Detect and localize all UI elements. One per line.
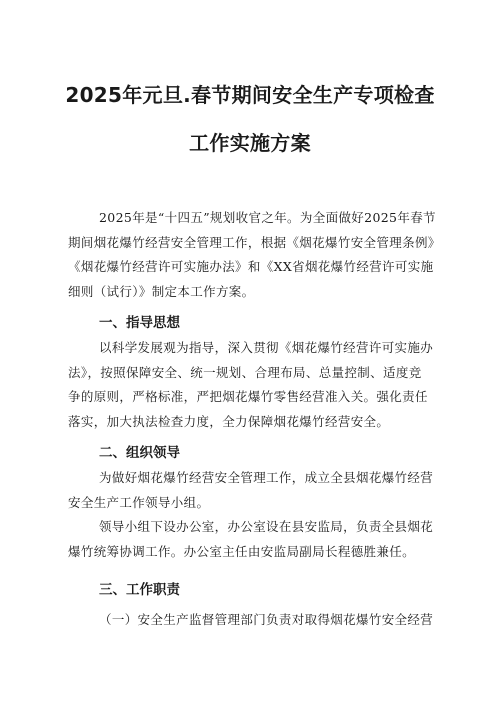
intro-paragraph	[68, 206, 440, 304]
organization-paragraph-1	[68, 466, 440, 515]
intro-line: 期间烟花爆竹经营安全管理工作，根据《烟花爆竹安全管理条例》	[68, 234, 441, 250]
paragraph-line: 领导小组下设办公室，办公室设在县安监局，负责全县烟花	[99, 519, 434, 534]
paragraph-line: （一）安全生产监督管理部门负责对取得烟花爆竹安全经营	[99, 612, 434, 627]
intro-line: 细则（试行）》制定本工作方案。	[68, 283, 255, 299]
section-heading-organization: 二、组织领导	[99, 445, 180, 461]
organization-paragraph-2	[68, 515, 440, 564]
intro-line: 《烟花爆竹经营许可实施办法》和《XX省烟花爆竹经营许可实施	[68, 259, 434, 274]
responsibilities-paragraph	[68, 608, 440, 633]
paragraph-line: 为做好烟花爆竹经营安全管理工作，成立全县烟花爆竹经营	[99, 470, 434, 485]
document-title-line-1: 2025年元旦.春节期间安全生产专项检查	[65, 83, 435, 107]
paragraph-line: 以科学发展观为指导，深入贯彻《烟花爆竹经营许可实施办	[99, 340, 434, 355]
paragraph-line: 落实，加大执法检查力度，全力保障烟花爆竹经营安全。	[68, 413, 390, 429]
paragraph-line: 安全生产工作领导小组。	[68, 494, 210, 510]
guiding-ideology-paragraph	[68, 336, 440, 434]
section-heading-guiding-ideology: 一、指导思想	[99, 315, 180, 331]
paragraph-line: 法》，按照保障安全、统一规划、合理布局、总量控制、适度竞	[68, 364, 422, 380]
intro-line: 2025年是“十四五”规划收官之年。为全面做好2025年春节	[99, 210, 436, 225]
document-title-line-2: 工作实施方案	[189, 131, 311, 155]
paragraph-line: 爆竹统筹协调工作。办公室主任由安监局副局长程德胜兼任。	[68, 543, 415, 559]
paragraph-line: 争的原则，严格标准，严把烟花爆竹零售经营准入关。强化责任	[68, 389, 428, 404]
section-heading-responsibilities: 三、工作职责	[99, 582, 180, 598]
